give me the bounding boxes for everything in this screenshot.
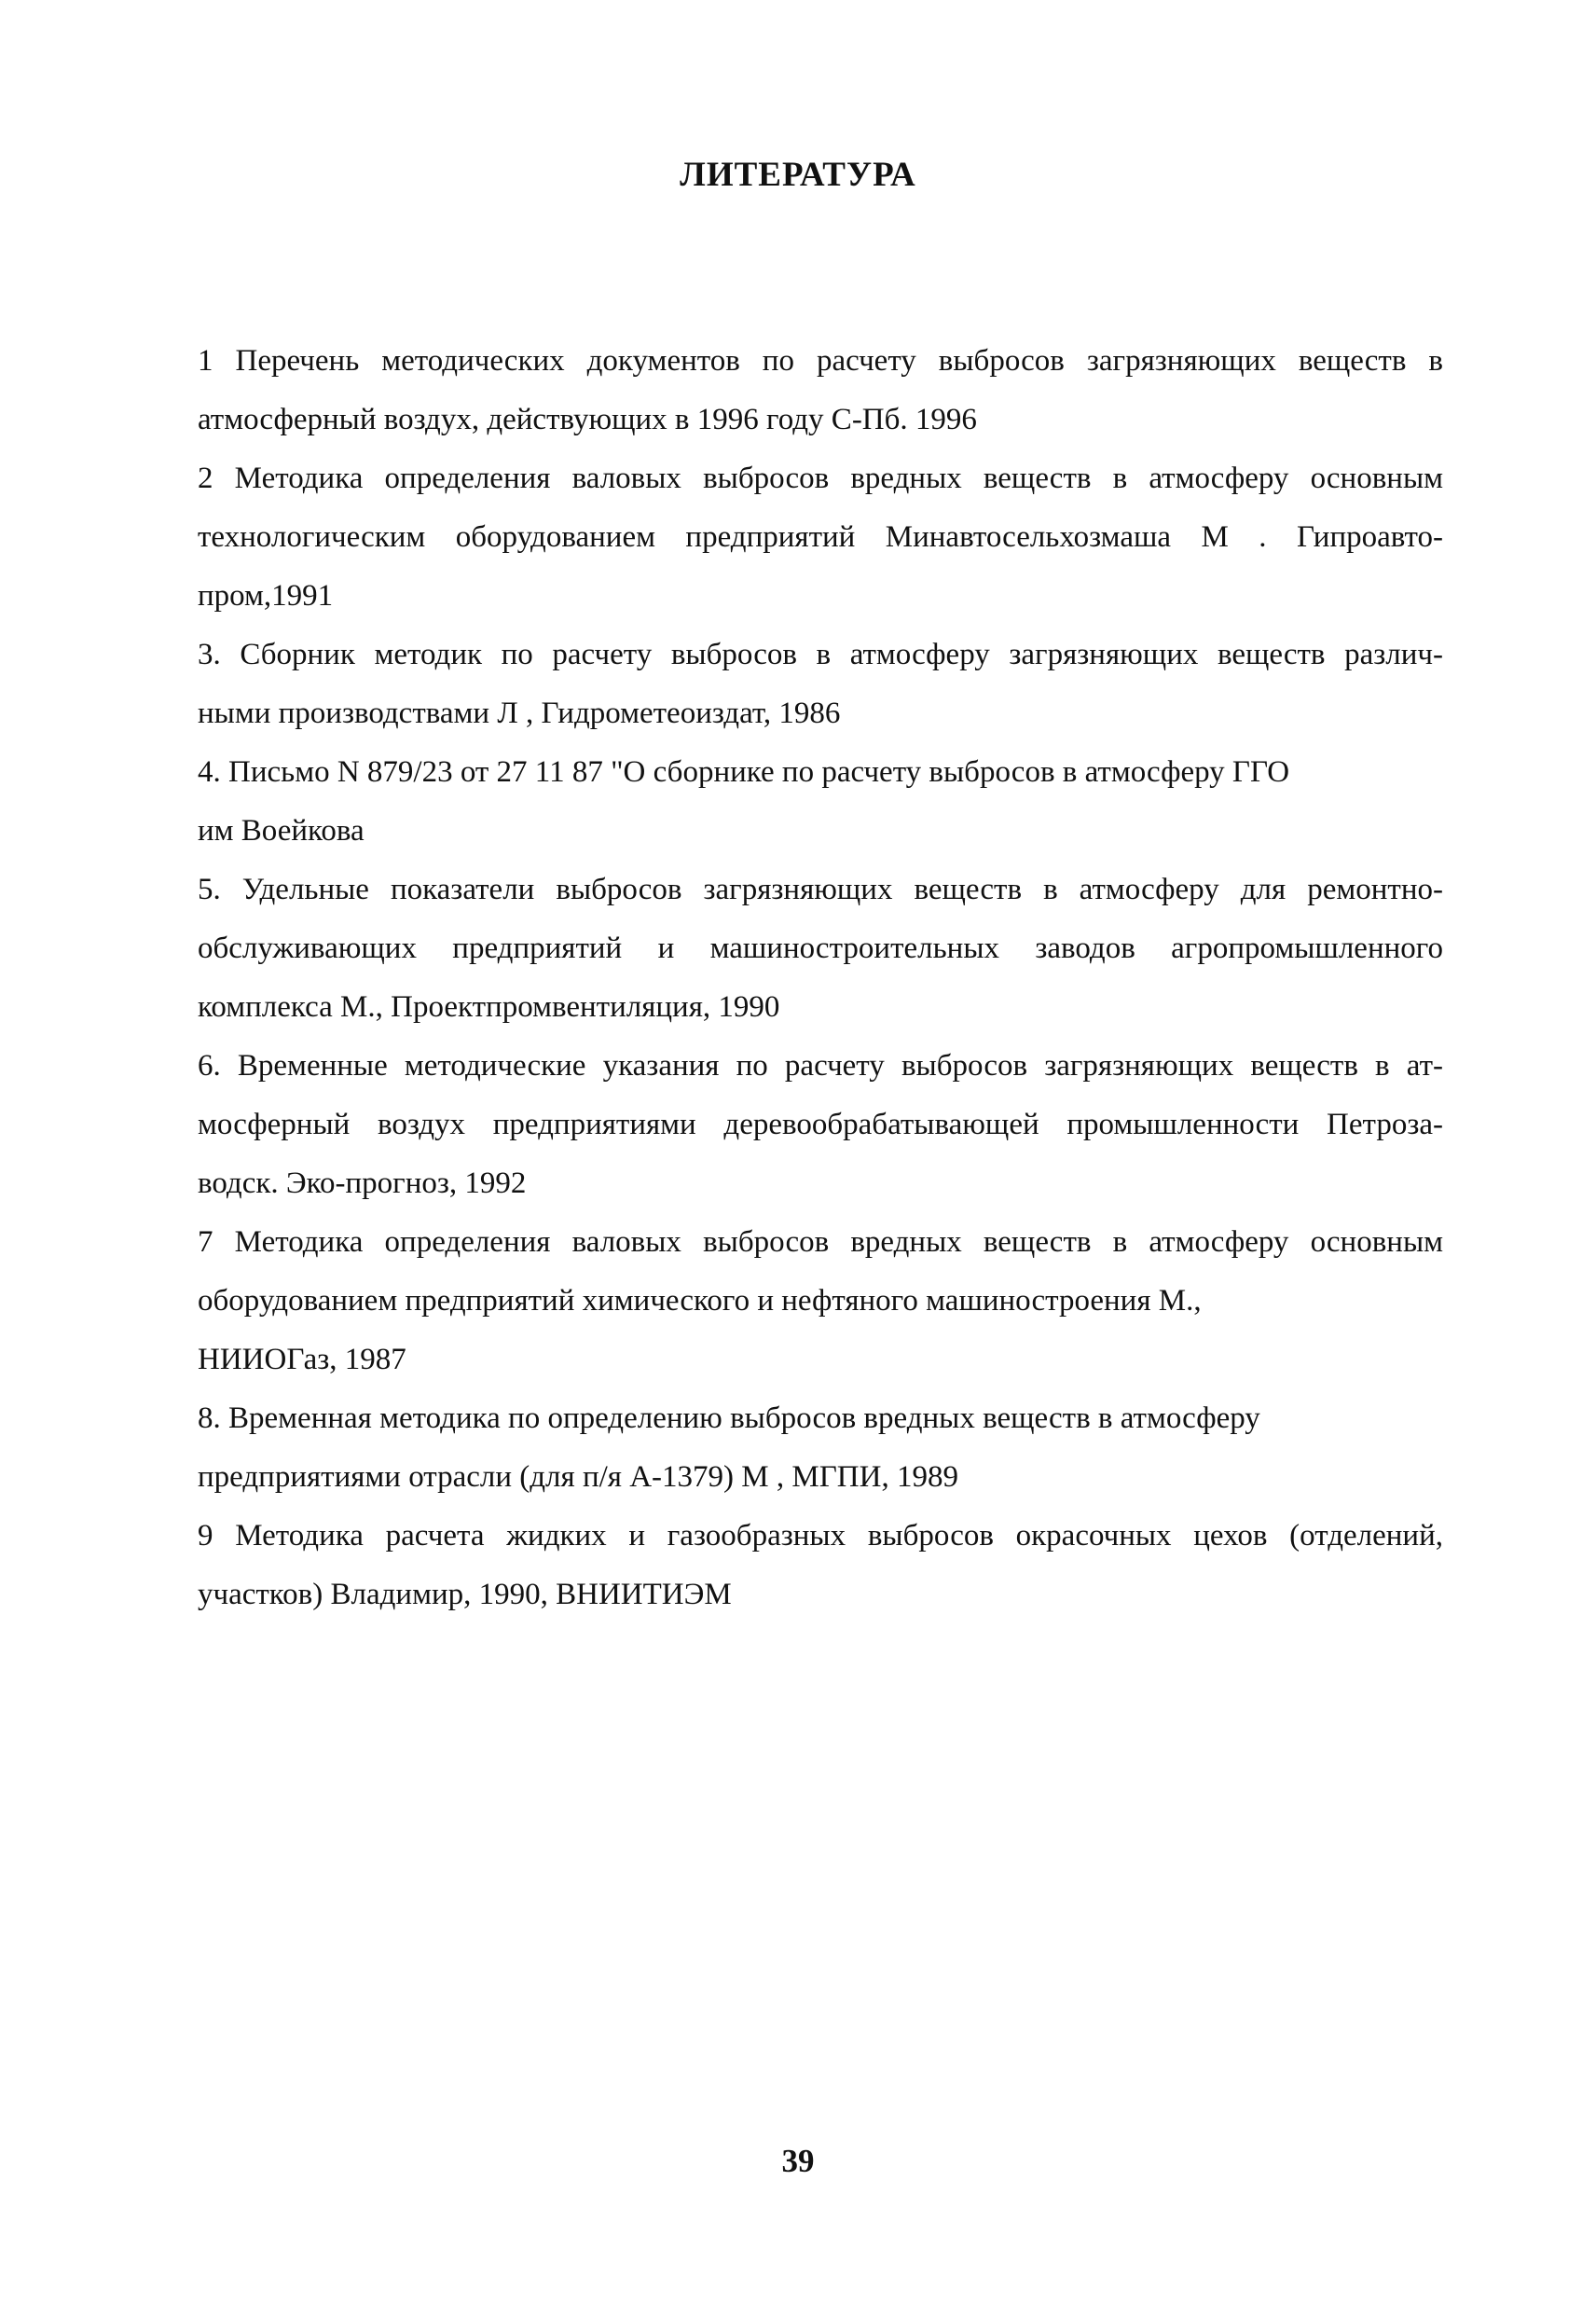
reference-line: 5. Удельные показатели выбросов загрязняющих веществ в атмосферу для ремонтно- xyxy=(198,873,1443,906)
reference-line: технологическим оборудованием предприятий Минавтосельхозмаша М . Гипроавто- xyxy=(198,520,1443,554)
reference-line: 9 Методика расчета жидких и газообразных выбросов окрасочных цехов (отделений, xyxy=(198,1519,1443,1553)
reference-item xyxy=(198,1213,1443,1389)
reference-line: 2 Методика определения валовых выбросов вредных веществ в атмосферу основным xyxy=(198,462,1443,495)
reference-line: пром,1991 xyxy=(198,579,334,613)
reference-line: 6. Временные методические указания по расчету выбросов загрязняющих веществ в ат- xyxy=(198,1049,1443,1083)
page-title: ЛИТЕРАТУРА xyxy=(680,156,916,194)
reference-line: предприятиями отрасли (для п/я А-1379) М , МГПИ, 1989 xyxy=(198,1460,958,1494)
reference-item xyxy=(198,1389,1443,1507)
reference-item xyxy=(198,626,1443,743)
reference-item xyxy=(198,861,1443,1037)
reference-line: 3. Сборник методик по расчету выбросов в атмосферу загрязняющих веществ различ- xyxy=(198,638,1443,671)
reference-line: 8. Временная методика по определению выбросов вредных веществ в атмосферу xyxy=(198,1401,1260,1435)
page-number: 39 xyxy=(781,2143,815,2179)
reference-line: 1 Перечень методических документов по расчету выбросов загрязняющих веществ в xyxy=(198,344,1443,378)
reference-list xyxy=(198,332,1443,1624)
reference-item xyxy=(198,743,1443,861)
reference-line: атмосферный воздух, действующих в 1996 году С-Пб. 1996 xyxy=(198,403,977,436)
reference-line: ными производствами Л , Гидрометеоиздат, 1986 xyxy=(198,697,841,730)
reference-line: оборудованием предприятий химического и нефтяного машиностроения М., xyxy=(198,1284,1202,1318)
reference-line: участков) Владимир, 1990, ВНИИТИЭМ xyxy=(198,1578,732,1611)
reference-line: 7 Методика определения валовых выбросов вредных веществ в атмосферу основным xyxy=(198,1225,1443,1259)
reference-line: НИИОГаз, 1987 xyxy=(198,1343,406,1376)
reference-line: обслуживающих предприятий и машиностроительных заводов агропромышленного xyxy=(198,932,1443,965)
reference-line: мосферный воздух предприятиями деревообрабатывающей промышленности Петроза- xyxy=(198,1108,1443,1141)
reference-item xyxy=(198,1037,1443,1213)
reference-item xyxy=(198,1507,1443,1624)
reference-item xyxy=(198,332,1443,449)
reference-line: водск. Эко-прогноз, 1992 xyxy=(198,1166,527,1200)
reference-line: 4. Письмо N 879/23 от 27 11 87 "О сборнике по расчету выбросов в атмосферу ГГО xyxy=(198,755,1290,789)
reference-line: комплекса М., Проектпромвентиляция, 1990 xyxy=(198,990,780,1024)
reference-line: им Воейкова xyxy=(198,814,365,848)
reference-item xyxy=(198,449,1443,626)
